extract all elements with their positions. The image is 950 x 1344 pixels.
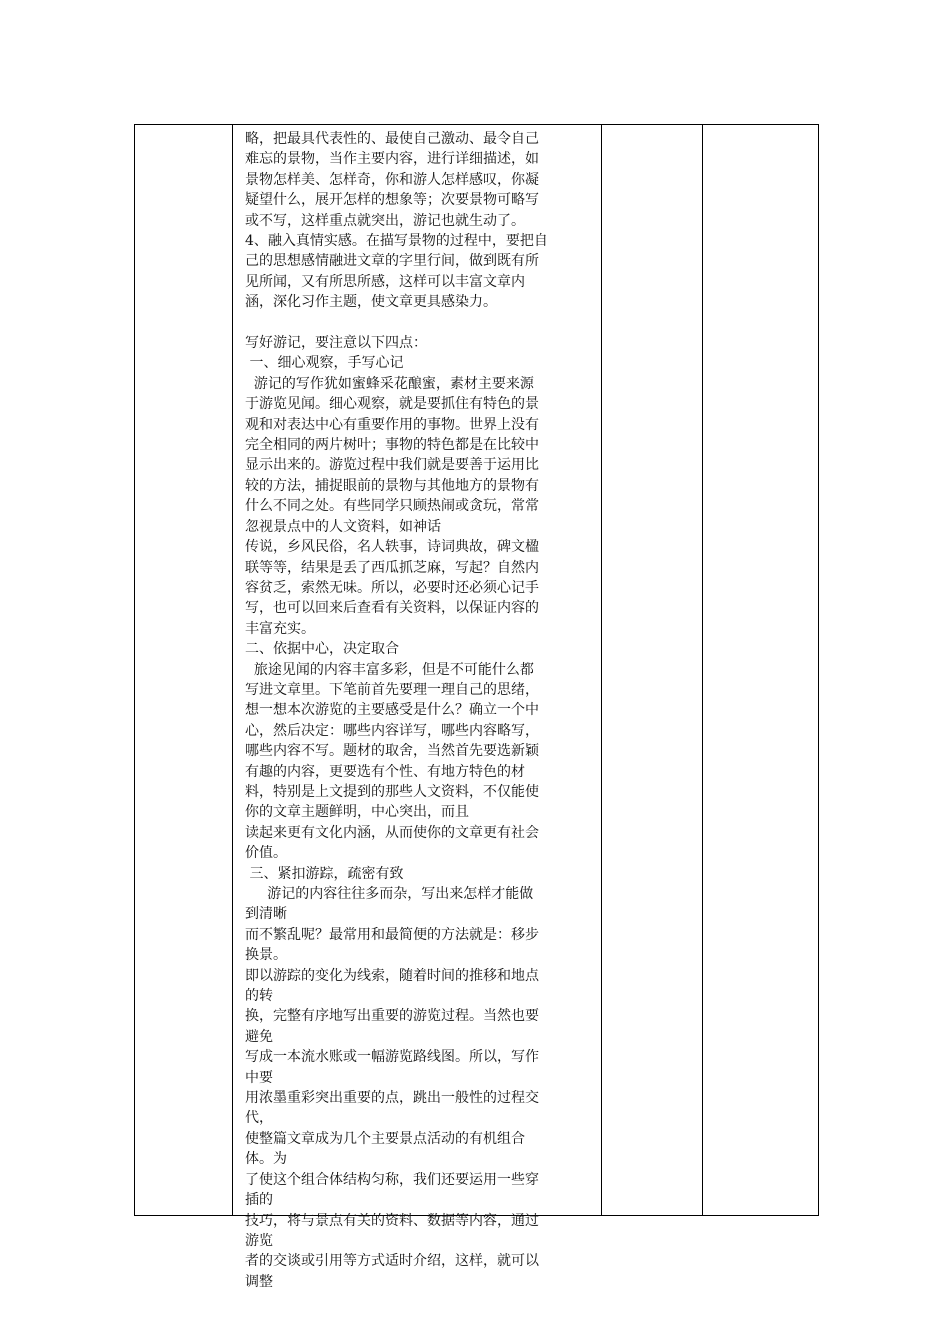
text-line: 即以游踪的变化为线索，随着时间的推移和地点 [245, 967, 539, 984]
text-line: 的转 [245, 988, 273, 1005]
text-line: 写，也可以回来后查看有关资料，以保证内容的 [245, 600, 539, 617]
text-line: 心，然后决定：哪些内容详写，哪些内容略写， [245, 722, 539, 739]
text-line: 而不繁乱呢？最常用和最简便的方法就是：移步 [245, 926, 539, 943]
text-line: 二、依据中心，决定取合 [245, 641, 399, 658]
text-line: 写成一本流水账或一幅游览路线图。所以，写作 [245, 1049, 539, 1066]
text-line: 调整 [245, 1273, 273, 1290]
text-line: 较的方法，捕捉眼前的景物与其他地方的景物有 [245, 477, 539, 494]
text-line: 价值。 [245, 845, 287, 862]
text-line: 你的文章主题鲜明，中心突出，而且 [245, 804, 469, 821]
text-line: 换景。 [245, 947, 287, 964]
text-line: 代， [245, 1110, 273, 1127]
text-line: 完全相同的两片树叶；事物的特色都是在比较中 [245, 437, 539, 454]
text-line: 疑望什么，展开怎样的想象等；次要景物可略写 [245, 192, 539, 209]
text-line: 避免 [245, 1028, 273, 1045]
text-line: 显示出来的。游览过程中我们就是要善于运用比 [245, 457, 539, 474]
text-line: 容贫乏，索然无味。所以，必要时还必须心记手 [245, 579, 539, 596]
text-line: 料，特别是上文提到的那些人文资料，不仅能使 [245, 783, 539, 800]
document-table [134, 124, 819, 1290]
text-line: 有趣的内容，更要选有个性、有地方特色的材 [245, 763, 525, 780]
text-line: 观和对表达中心有重要作用的事物。世界上没有 [245, 416, 539, 433]
text-line: 游记的写作犹如蜜蜂采花酿蜜，素材主要来源 [245, 375, 534, 392]
text-line: 涵，深化习作主题，使文章更具感染力。 [245, 294, 497, 311]
text-line: 景物怎样美、怎样奇，你和游人怎样感叹，你凝 [245, 171, 539, 188]
text-line: 什么不同之处。有些同学只顾热闹或贪玩，常常 [245, 498, 539, 515]
text-line: 写好游记，要注意以下四点： [245, 335, 427, 352]
text-line: 一、细心观察，手写心记 [245, 355, 404, 372]
text-line: 写进文章里。下笔前首先要理一理自己的思绪， [245, 681, 539, 698]
text-line: 了使这个组合体结构匀称，我们还要运用一些穿 [245, 1171, 539, 1188]
text-line: 体。为 [245, 1151, 287, 1168]
text-line: 忽视景点中的人文资料，如神话 [245, 518, 441, 535]
text-line: 三、紧扣游踪，疏密有致 [245, 865, 404, 882]
text-line: 技巧，将与景点有关的资料、数据等内容，通过 [245, 1212, 539, 1229]
text-line: 用浓墨重彩突出重要的点，跳出一般性的过程交 [245, 1090, 539, 1107]
text-line: 旅途见闻的内容丰富多彩，但是不可能什么都 [245, 661, 534, 678]
text-line: 或不写，这样重点就突出，游记也就生动了。 [245, 212, 525, 229]
text-line: 见所闻，又有所思所感，这样可以丰富文章内 [245, 273, 525, 290]
text-line: 换，完整有序地写出重要的游览过程。当然也要 [245, 1008, 539, 1025]
text-line: 丰富充实。 [245, 620, 315, 637]
text-line: 使整篇文章成为几个主要景点活动的有机组合 [245, 1130, 525, 1147]
column-divider [232, 125, 233, 1215]
text-line: 传说，乡风民俗，名人轶事，诗词典故，碑文楹 [245, 539, 539, 556]
text-line: 游览 [245, 1232, 273, 1249]
text-line: 联等等，结果是丢了西瓜抓芝麻，写起？自然内 [245, 559, 539, 576]
text-line: 游记的内容往往多而杂，写出来怎样才能做 [245, 886, 534, 903]
text-line: 想一想本次游览的主要感受是什么？确立一个中 [245, 702, 539, 719]
column-divider [601, 125, 602, 1215]
text-line: 到清晰 [245, 906, 287, 923]
text-line: 插的 [245, 1192, 273, 1209]
text-line: 者的交谈或引用等方式适时介绍，这样，就可以 [245, 1253, 539, 1270]
text-line: 读起来更有文化内涵，从而使你的文章更有社会 [245, 824, 539, 841]
text-line: 己的思想感情融进文章的字里行间，做到既有所 [245, 253, 539, 270]
text-line: 于游览见闻。细心观察，就是要抓住有特色的景 [245, 396, 539, 413]
text-cell [245, 129, 595, 1292]
text-line: 难忘的景物，当作主要内容，进行详细描述，如 [245, 151, 539, 168]
text-line: 略，把最具代表性的、最使自己激动、最令自己 [245, 131, 539, 147]
column-divider [702, 125, 703, 1215]
text-line: 4、融入真情实感。在描写景物的过程中，要把自 [245, 233, 548, 250]
text-line [245, 313, 595, 333]
text-line: 哪些内容不写。题材的取舍，当然首先要选新颖 [245, 743, 539, 760]
text-line: 中要 [245, 1069, 273, 1086]
